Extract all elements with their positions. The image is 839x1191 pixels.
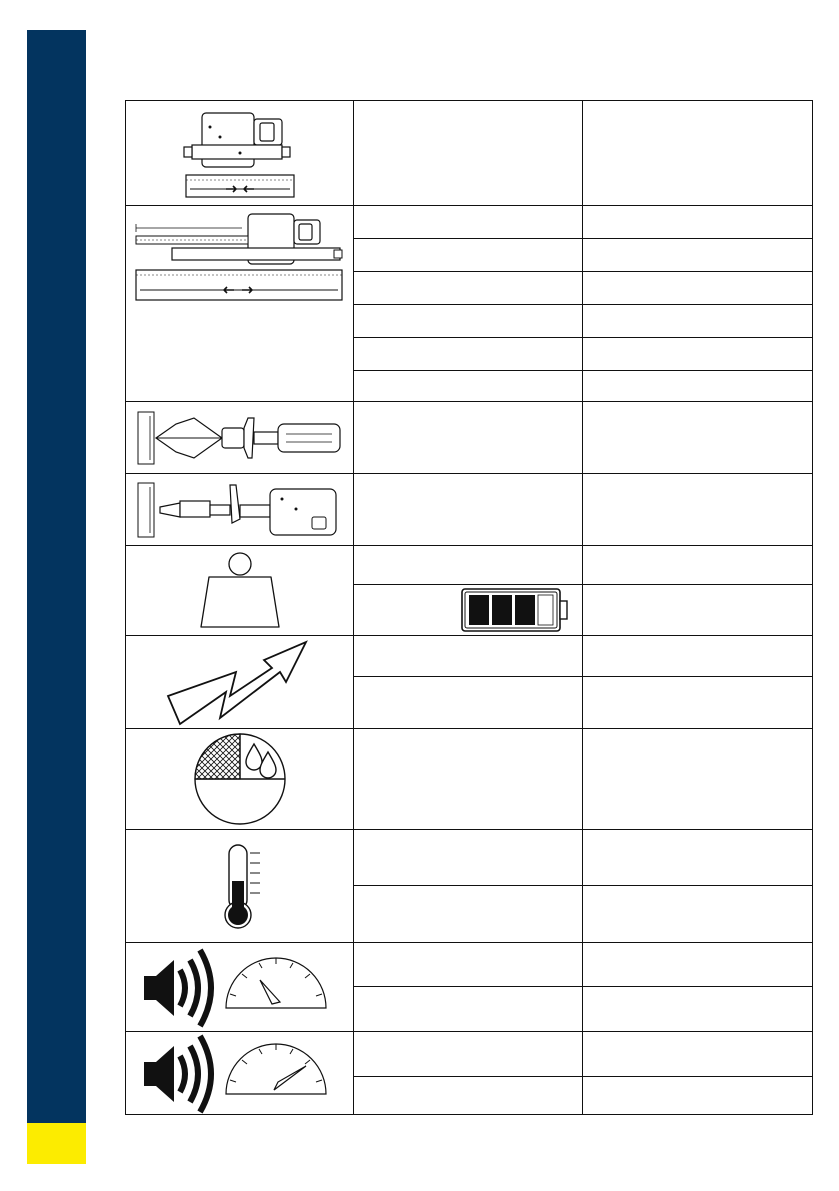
- spreader-closed-width-icon: [180, 107, 300, 199]
- open-width-label: [354, 371, 583, 402]
- temperature-cell: [126, 830, 354, 943]
- closed-width-value: [583, 101, 813, 206]
- table-row: [126, 546, 813, 585]
- dust-water-protection-icon: [190, 732, 290, 826]
- sound-pressure-value: [583, 1032, 813, 1077]
- open-width-value: [583, 338, 813, 371]
- table-row: [126, 943, 813, 987]
- sound-power-label: [354, 943, 583, 987]
- side-bar: [27, 30, 86, 1123]
- closed-width-label: [354, 101, 583, 206]
- weight-with-battery-value: [583, 585, 813, 636]
- protection-label: [354, 729, 583, 830]
- power-value: [583, 677, 813, 729]
- power-value: [583, 636, 813, 677]
- tip-height-value: [583, 402, 813, 474]
- tool-height-value: [583, 474, 813, 546]
- open-width-value: [583, 371, 813, 402]
- weight-cell: [126, 546, 354, 636]
- power-arrow-icon: [160, 638, 320, 726]
- open-width-value: [583, 272, 813, 305]
- power-cell: [126, 636, 354, 729]
- tip-height-icon: [136, 408, 344, 468]
- table-row: [126, 101, 813, 206]
- open-width-value: [583, 206, 813, 239]
- open-width-label: [354, 206, 583, 239]
- open-width-value: [583, 305, 813, 338]
- weight-icon: [195, 551, 285, 631]
- power-label: [354, 636, 583, 677]
- spec-table: [125, 100, 813, 1115]
- table-row: [126, 636, 813, 677]
- table-row: [126, 402, 813, 474]
- table-row: [126, 830, 813, 886]
- thermometer-icon: [210, 841, 270, 931]
- table-row: [126, 474, 813, 546]
- weight-with-battery-cell: [354, 585, 583, 636]
- open-width-value: [583, 239, 813, 272]
- protection-value: [583, 729, 813, 830]
- power-label: [354, 677, 583, 729]
- sound-pressure-icon: [140, 1032, 340, 1114]
- sound-power-label: [354, 987, 583, 1032]
- open-width-label: [354, 305, 583, 338]
- tip-height-cell: [126, 402, 354, 474]
- tool-height-label: [354, 474, 583, 546]
- weight-label: [354, 546, 583, 585]
- table-row: [126, 729, 813, 830]
- table-row: [126, 206, 813, 239]
- open-width-label: [354, 338, 583, 371]
- sound-power-cell: [126, 943, 354, 1032]
- table-row: [126, 1032, 813, 1077]
- sound-pressure-cell: [126, 1032, 354, 1115]
- sound-pressure-label: [354, 1077, 583, 1115]
- weight-value: [583, 546, 813, 585]
- temperature-value: [583, 886, 813, 943]
- temperature-value: [583, 830, 813, 886]
- side-tab: [27, 1123, 86, 1164]
- spreader-open-width-cell: [126, 206, 354, 402]
- sound-power-icon: [140, 946, 340, 1028]
- sound-pressure-label: [354, 1032, 583, 1077]
- spreader-closed-width-cell: [126, 101, 354, 206]
- temperature-label: [354, 830, 583, 886]
- open-width-label: [354, 239, 583, 272]
- sound-power-value: [583, 987, 813, 1032]
- tool-height-icon: [136, 479, 344, 541]
- tool-height-cell: [126, 474, 354, 546]
- protection-cell: [126, 729, 354, 830]
- spreader-open-width-icon: [134, 210, 346, 302]
- open-width-label: [354, 272, 583, 305]
- sound-power-value: [583, 943, 813, 987]
- tip-height-label: [354, 402, 583, 474]
- sound-pressure-value: [583, 1077, 813, 1115]
- temperature-label: [354, 886, 583, 943]
- battery-icon: [460, 586, 572, 634]
